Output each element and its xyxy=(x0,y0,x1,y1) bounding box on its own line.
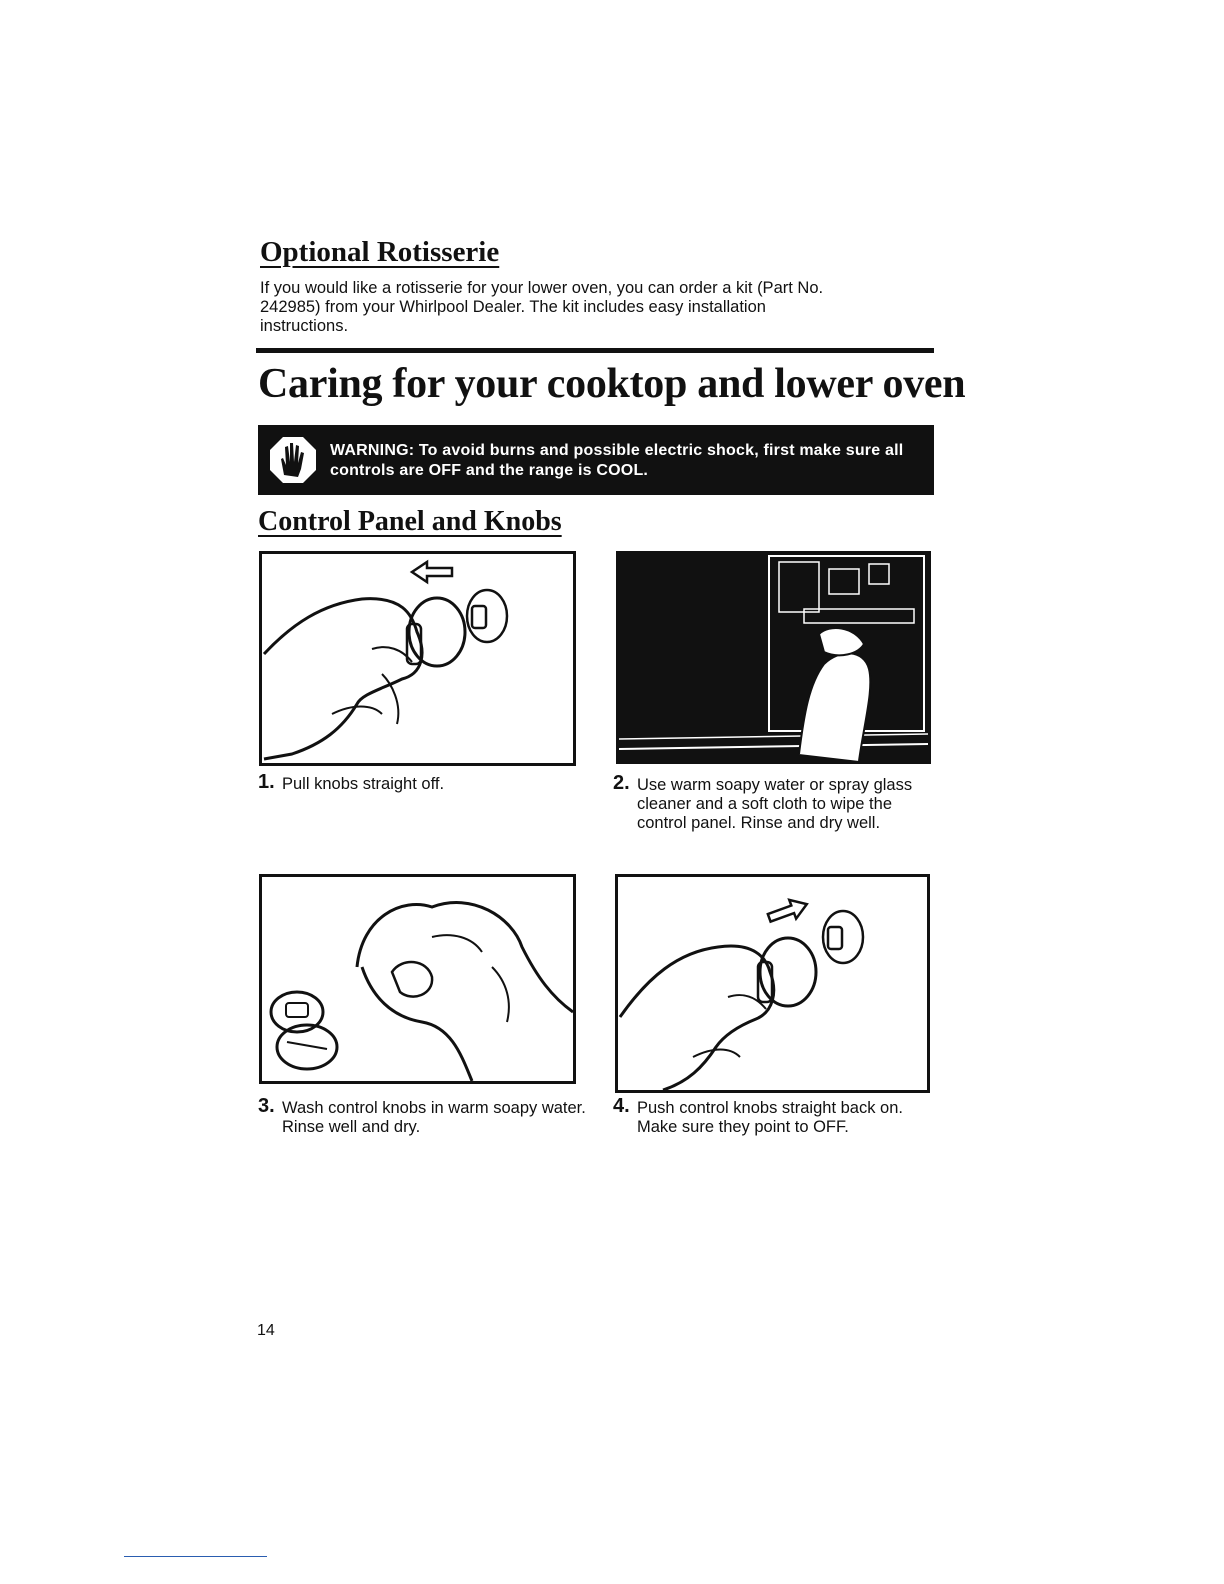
illustration-push-knob xyxy=(615,874,930,1093)
section-divider xyxy=(256,348,934,353)
step-2 xyxy=(613,772,933,833)
illustration-wash-knobs xyxy=(259,874,576,1084)
warning-text: WARNING: To avoid burns and possible electric shock, first make sure all controls are OFF and the range is COOL. xyxy=(330,442,904,479)
panel-wipe-illustration xyxy=(619,554,928,761)
footer-line xyxy=(124,1556,267,1557)
step-1 xyxy=(258,771,578,794)
rotisserie-paragraph: If you would like a rotisserie for your lower oven, you can order a kit (Part No. 242985) from your Whirlpool Dealer. The kit includes easy installation instructions. xyxy=(260,279,824,335)
hand-knob-illustration xyxy=(262,554,573,763)
page-title: Caring for your cooktop and lower oven xyxy=(258,361,966,407)
step-text: Use warm soapy water or spray glass cleaner and a soft cloth to wipe the control panel. Rinse and dry well. xyxy=(637,776,913,832)
hand-knob-push-illustration xyxy=(618,877,927,1090)
step-number: 4. xyxy=(613,1095,630,1117)
step-4 xyxy=(613,1095,933,1137)
section-title-rotisserie: Optional Rotisserie xyxy=(260,236,500,268)
illustration-pull-knob xyxy=(259,551,576,766)
page-number: 14 xyxy=(257,1322,275,1339)
section-title-control-panel: Control Panel and Knobs xyxy=(258,506,562,537)
warning-banner xyxy=(258,425,934,495)
step-number: 2. xyxy=(613,772,630,794)
step-text: Push control knobs straight back on. Make sure they point to OFF. xyxy=(637,1099,903,1136)
washing-knobs-illustration xyxy=(262,877,573,1081)
step-text: Wash control knobs in warm soapy water. Rinse well and dry. xyxy=(282,1099,586,1136)
step-number: 3. xyxy=(258,1095,275,1117)
illustration-wipe-panel xyxy=(616,551,931,764)
step-3 xyxy=(258,1095,588,1137)
hand-stop-icon xyxy=(268,435,318,485)
step-text: Pull knobs straight off. xyxy=(282,775,445,793)
step-number: 1. xyxy=(258,771,275,793)
